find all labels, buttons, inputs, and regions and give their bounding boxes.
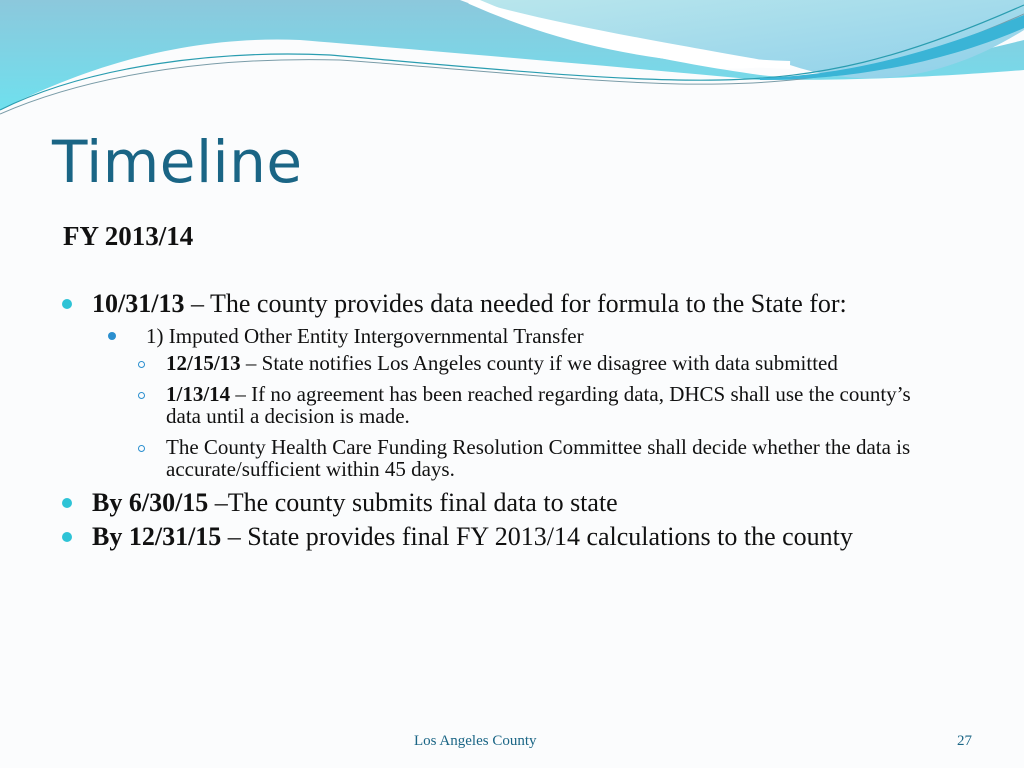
bullet-date: By 12/31/15 [92, 522, 222, 551]
sub-bullet-text: 1) Imputed Other Entity Intergovernmental Transfer [146, 324, 584, 348]
bullet-dot-icon [108, 332, 116, 340]
bullet-item [62, 523, 962, 550]
bullet-text: –The county submits final data to state [208, 488, 618, 517]
bullet-dot-icon [62, 498, 72, 508]
slide-subtitle: FY 2013/14 [63, 221, 194, 251]
bullet-text: The County Health Care Funding Resolution Committee shall decide whether the data is accurate/sufficient within 45 days. [166, 435, 911, 481]
bullet-text: – If no agreement has been reached regarding data, DHCS shall use the county’s data until a decision is made. [166, 382, 911, 428]
footer-label: Los Angeles County [414, 733, 537, 749]
bullet-circle-icon [138, 445, 145, 452]
sub-bullet-item [106, 324, 962, 348]
bullet-date: By 6/30/15 [92, 488, 209, 517]
bullet-dot-icon [62, 532, 72, 542]
bullet-text: – State notifies Los Angeles county if we disagree with data submitted [240, 351, 838, 375]
page-number: 27 [957, 733, 972, 749]
bullet-text: – State provides final FY 2013/14 calculations to the county [221, 522, 853, 551]
bullet-item [62, 489, 962, 516]
bullet-dot-icon [62, 299, 72, 309]
bullet-date: 10/31/13 [92, 289, 185, 318]
bullet-text: – The county provides data needed for formula to the State for: [184, 289, 847, 318]
sub-sub-bullet-item [136, 352, 946, 374]
bullet-date: 1/13/14 [166, 382, 231, 406]
bullet-circle-icon [138, 392, 145, 399]
slide-title: Timeline [52, 128, 303, 196]
sub-sub-bullet-item [136, 383, 946, 427]
bullet-circle-icon [138, 361, 145, 368]
slide-body [62, 290, 962, 557]
header-wave-decoration [0, 0, 1024, 130]
sub-sub-bullet-item [136, 436, 946, 480]
bullet-date: 12/15/13 [166, 351, 241, 375]
bullet-item [62, 290, 962, 317]
